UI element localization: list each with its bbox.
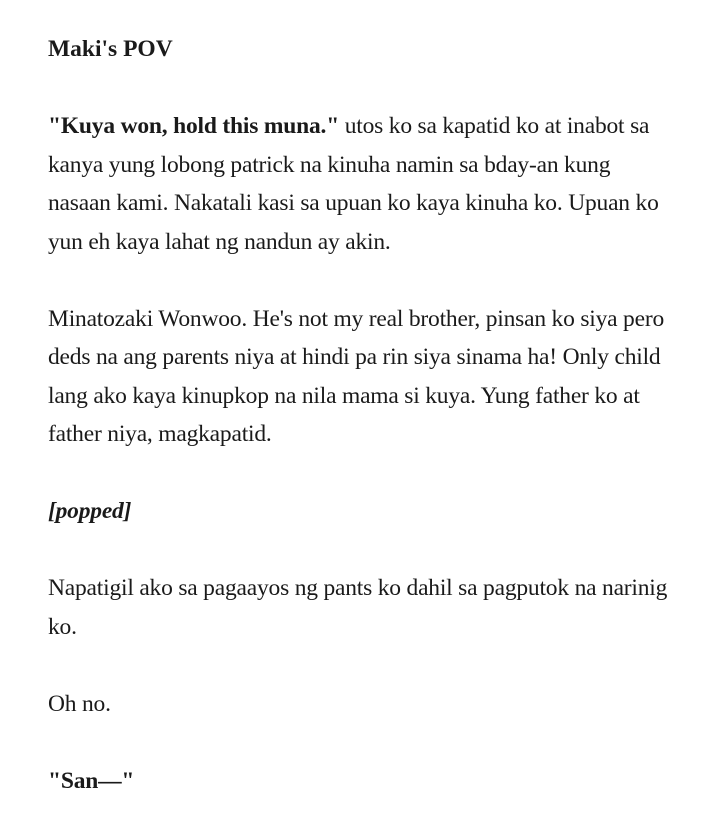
paragraph-oh-no: Oh no.: [48, 690, 111, 717]
paragraph-text: utos ko sa kapatid ko at inabot sa kanya yung lobong patrick na kinuha namin sa bday-an kung nasaan kami. Nakatali kasi sa upuan ko kaya kinuha ko. Upuan ko yun eh kaya lahat ng nandun ay akin.: [48, 113, 659, 255]
paragraph-napatigil: Napatigil ako sa pagaayos ng pants ko dahil sa pagputok na narinig ko.: [48, 575, 668, 640]
paragraph-dialogue-1: [48, 107, 672, 261]
pov-heading: Maki's POV: [48, 36, 173, 62]
dialogue-quote: "Kuya won, hold this muna.": [48, 113, 340, 139]
dialogue-san: "San—": [48, 767, 135, 794]
paragraph-wonwoo: Minatozaki Wonwoo. He's not my real brother, pinsan ko siya pero deds na ang parents niya at hindi pa rin siya sinama ha! Only child lang ako kaya kinupkop na nila mama si kuya. Yung father ko at father niya, magkapatid.: [48, 305, 665, 447]
sound-effect: [popped]: [48, 498, 132, 524]
